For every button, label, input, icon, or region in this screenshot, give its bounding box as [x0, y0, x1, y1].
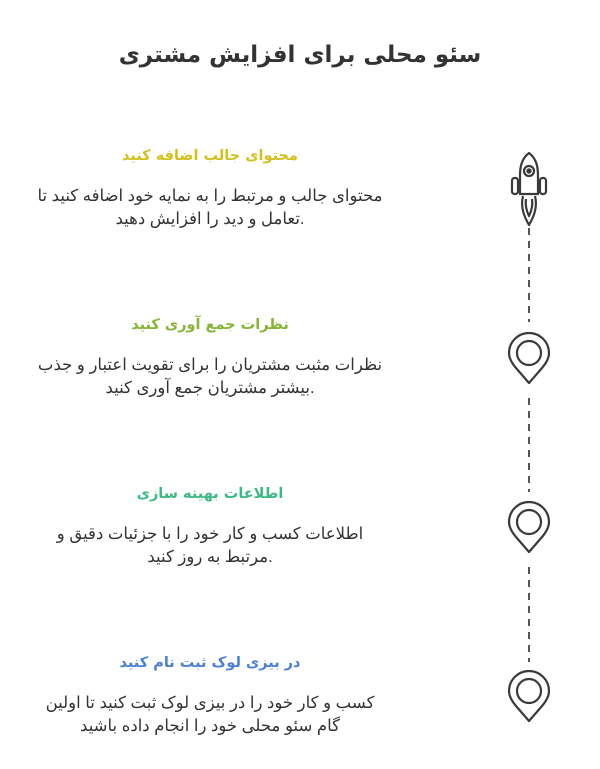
step-3-title: اطلاعات بهینه سازی [136, 486, 284, 502]
location-pin-icon [507, 670, 551, 724]
rocket-icon [505, 150, 553, 230]
step-4-desc-line-2: گام سئو محلی خود را انجام داده باشید [80, 717, 340, 735]
step-3-description [0, 523, 420, 569]
step-2-desc-line-1: نظرات مثبت مشتریان را برای تقویت اعتبار و جذب [37, 356, 383, 374]
step-2-desc-line-2: .بیشتر مشتریان جمع آوری کنید [105, 379, 315, 397]
page-title: سئو محلی برای افزایش مشتری [118, 42, 482, 68]
step-3-desc-line-2: .مرتبط به روز کنید [147, 548, 273, 566]
step-4-desc-line-1: کسب و کار خود را در بیزی لوک ثبت کنید تا اولین [45, 694, 375, 712]
step-4-title: در بیزی لوک ثبت نام کنید [119, 655, 301, 671]
location-pin-icon [507, 332, 551, 386]
step-1-desc-line-1: محتوای جالب و مرتبط را به نمایه خود اضافه کنید تا [37, 187, 383, 205]
step-3-desc-line-1: اطلاعات کسب و کار خود را با جزئیات دقیق و [56, 525, 364, 543]
step-1-description [0, 185, 420, 231]
location-pin-icon [507, 501, 551, 555]
step-4-description [0, 692, 420, 738]
step-1-desc-line-2: .تعامل و دید را افزایش دهید [115, 210, 305, 228]
step-2-description [0, 354, 420, 400]
step-1-title: محتوای جالب اضافه کنید [122, 148, 298, 164]
step-2-title: نظرات جمع آوری کنید [131, 317, 289, 333]
